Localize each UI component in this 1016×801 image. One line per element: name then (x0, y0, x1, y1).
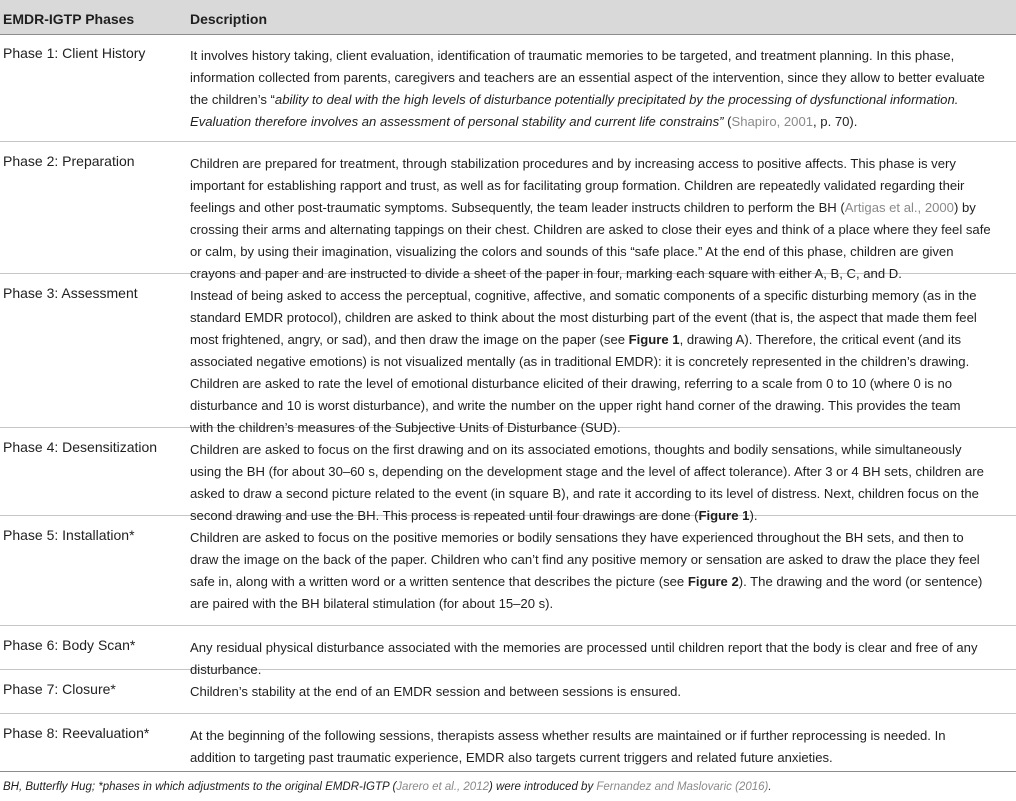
phase-name: Phase 6: Body Scan* (3, 637, 136, 653)
text-segment: ) were introduced by (489, 781, 597, 793)
text-segment: , drawing A). Therefore, the critical event (and its (679, 332, 962, 347)
description-line (190, 373, 1012, 395)
text-segment: or calm, by using their imagination, visualizing the colors and sounds of this “safe place.” At the end of this phase, children are given (190, 244, 954, 259)
description-line (190, 153, 1012, 175)
text-segment: disturbance. (190, 662, 262, 677)
phase-name: Phase 8: Reevaluation* (3, 725, 150, 741)
text-segment: Children are asked to focus on the positive memories or bodily sensations they have experienced throughout the BH sets, and then to (190, 530, 964, 545)
phase-description (190, 527, 1012, 615)
text-segment: standard EMDR protocol), children are asked to think about the most disturbing part of the event (that is, the aspect that made them feel (190, 310, 977, 325)
phase-description (190, 285, 1012, 439)
description-line (190, 747, 1012, 769)
description-line (190, 111, 1012, 133)
description-line (190, 593, 1012, 615)
table-row (0, 516, 1016, 626)
text-segment: Evaluation therefore involves an assessment of personal stability and current life constrains” (190, 114, 724, 129)
table-bottom-rule (0, 771, 1016, 772)
text-segment: crayons and paper and are instructed to divide a sheet of the paper in four, marking each square with either A, B, C, and D. (190, 266, 902, 281)
text-segment: draw the image on the back of the paper. Children who can’t find any positive memory or sensation are asked to draw the place they feel (190, 552, 980, 567)
text-segment: ). The drawing and the word (or sentence) (738, 574, 983, 589)
text-segment: addition to targeting past traumatic experience, EMDR also targets current triggers and related future anxieties. (190, 750, 833, 765)
figure-reference: Figure 1 (628, 332, 680, 347)
citation-text: Artigas et al., 2000 (844, 200, 954, 215)
text-segment: Instead of being asked to access the perceptual, cognitive, affective, and somatic components of a specific disturbing memory (as in the (190, 288, 977, 303)
phase-description (190, 725, 1012, 769)
table-row (0, 274, 1016, 435)
description-line (190, 351, 1012, 373)
description-line (190, 197, 1012, 219)
text-segment: Children’s stability at the end of an EMDR session and between sessions is ensured. (190, 684, 682, 699)
phase-name: Phase 2: Preparation (3, 153, 135, 169)
table-header (0, 0, 1016, 35)
description-line (190, 219, 1012, 241)
text-segment: most frightened, angry, or sad), and then draw the image on the paper (see (190, 332, 629, 347)
text-segment: associated negative emotions) is not visualized mentally (as in traditional EMDR): it is concretely represented in the children’s drawing. (190, 354, 970, 369)
description-line (190, 67, 1012, 89)
phase-description (190, 45, 1012, 133)
text-segment: second drawing and use the BH. This process is repeated until four drawings are done ( (190, 508, 699, 523)
description-line (190, 483, 1012, 505)
table-row (0, 626, 1016, 677)
text-segment: At the beginning of the following sessions, therapists assess whether results are maintained or if further reprocessing is needed. In (190, 728, 946, 743)
description-line (190, 307, 1012, 329)
citation-text: Shapiro, 2001 (731, 114, 814, 129)
text-segment: crossing their arms and alternating tappings on their chest. Children are asked to close their eyes and think of a place where they feel safe (190, 222, 991, 237)
phase-description (190, 153, 1012, 285)
text-segment: using the BH (for about 30–60 s, depending on the development stage and the level of affect tolerance). After 3 or 4 BH sets, children are (190, 464, 984, 479)
table-row (0, 670, 1016, 714)
text-segment: . (768, 781, 772, 793)
text-segment: It involves history taking, client evaluation, identification of traumatic memories to be targeted, and treatment planning. In this phase, (190, 48, 955, 63)
text-segment: BH, Butterfly Hug; *phases in which adjustments to the original EMDR-IGTP ( (3, 781, 397, 793)
table-row (0, 428, 1016, 523)
description-line (190, 439, 1012, 461)
text-segment: Any residual physical disturbance associated with the memories are processed until children report that the body is clear and free of any (190, 640, 978, 655)
description-line (190, 175, 1012, 197)
table-footnote (3, 779, 772, 795)
description-line (190, 45, 1012, 67)
text-segment: Children are prepared for treatment, through stabilization procedures and by increasing access to positive affects. This phase is very (190, 156, 956, 171)
text-segment: , p. 70). (813, 114, 858, 129)
description-line (190, 395, 1012, 417)
figure-reference: Figure 2 (687, 574, 739, 589)
description-line (190, 549, 1012, 571)
figure-reference: Figure 1 (698, 508, 750, 523)
description-line (190, 285, 1012, 307)
description-line (190, 681, 1012, 703)
description-line (190, 527, 1012, 549)
text-segment: asked to draw a second picture related to the event (in square B), and rate it according to its level of distress. Next, children focus on the (190, 486, 979, 501)
header-phase: EMDR-IGTP Phases (3, 11, 135, 27)
description-line (190, 637, 1012, 659)
header-description: Description (190, 11, 268, 27)
citation-text: Jarero et al., 2012 (396, 781, 489, 793)
text-segment: ). (749, 508, 758, 523)
text-segment: feelings and other post-traumatic symptoms. Subsequently, the team leader instructs children to perform the BH ( (190, 200, 845, 215)
description-line (190, 725, 1012, 747)
text-segment: the children’s “ (190, 92, 275, 107)
table-row (0, 714, 1016, 770)
phase-description (190, 439, 1012, 527)
phase-description (190, 681, 1012, 703)
phase-name: Phase 4: Desensitization (3, 439, 158, 455)
text-segment: important for establishing rapport and trust, as well as for facilitating group formation. Children are repeatedly validated regarding their (190, 178, 965, 193)
description-line (190, 571, 1012, 593)
description-line (190, 329, 1012, 351)
description-line (190, 89, 1012, 111)
table-row (0, 34, 1016, 142)
description-line (190, 241, 1012, 263)
text-segment: ) by (953, 200, 976, 215)
table-row (0, 142, 1016, 281)
text-segment: with the children’s measures of the Subjective Units of Disturbance (SUD). (190, 420, 621, 435)
phase-name: Phase 7: Closure* (3, 681, 116, 697)
text-segment: information collected from parents, caregivers and teachers are an essential aspect of the intervention, since they allow to better evaluate (190, 70, 985, 85)
text-segment: are paired with the BH bilateral stimulation (for about 15–20 s). (190, 596, 554, 611)
description-line (190, 461, 1012, 483)
text-segment: ( (723, 114, 732, 129)
text-segment: Children are asked to rate the level of emotional disturbance elicited of their drawing, referring to a scale from 0 to 10 (where 0 is no (190, 376, 953, 391)
text-segment: Children are asked to focus on the first drawing and on its associated emotions, thoughts and bodily sensations, while simultaneously (190, 442, 962, 457)
text-segment: disturbance and 10 is worst disturbance), and write the number on the upper right hand corner of the drawing. This provides the team (190, 398, 961, 413)
phase-name: Phase 5: Installation* (3, 527, 135, 543)
citation-text: Fernandez and Maslovaric (2016) (596, 781, 769, 793)
phase-name: Phase 1: Client History (3, 45, 146, 61)
text-segment: safe in, along with a written word or a written sentence that describes the picture (see (190, 574, 688, 589)
text-segment: ability to deal with the high levels of disturbance potentially precipitated by the processing of dysfunctional information. (274, 92, 959, 107)
phase-name: Phase 3: Assessment (3, 285, 138, 301)
